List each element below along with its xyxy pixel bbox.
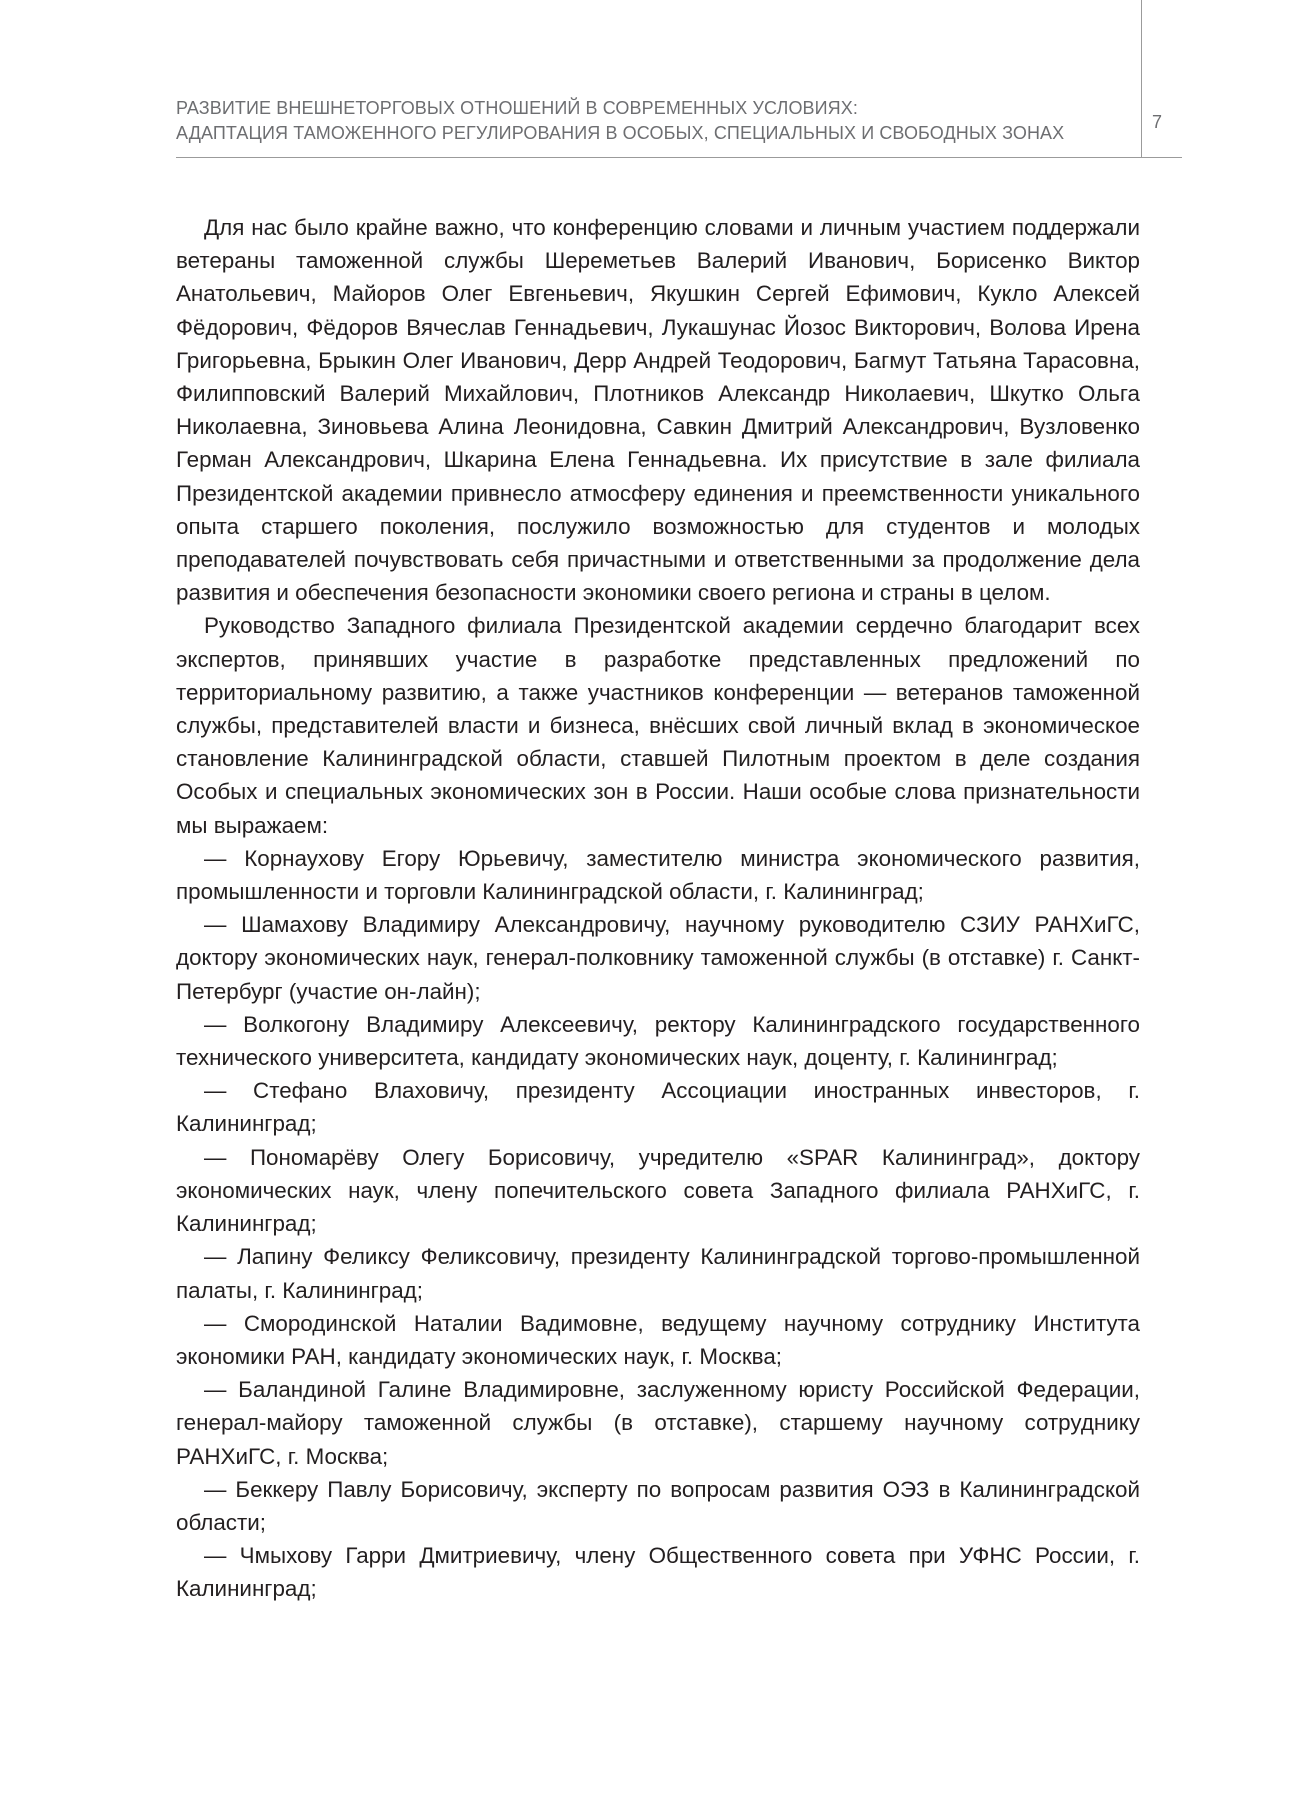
body-text	[176, 211, 1140, 1606]
running-header	[176, 96, 1076, 146]
page-number: 7	[1152, 112, 1163, 132]
ack-item: — Беккеру Павлу Борисовичу, эксперту по вопросам развития ОЭЗ в Калининградской области;	[176, 1476, 1140, 1535]
paragraph-gratitude: Руководство Западного филиала Президентской академии сердечно благодарит всех экспертов, принявших участие в разработке представленных предложений по территориальному развитию, а также участников конференции — ветеранов таможенной службы, представителей власти и бизнеса, внёсших свой личный вклад в экономическое становление Калининградской области, ставшей Пилотным проектом в деле создания Особых и специальных экономических зон в России. Наши особые слова признательности мы выражаем:	[176, 613, 1140, 838]
ack-item: — Пономарёву Олегу Борисовичу, учредителю «SPAR Калининград», доктору экономических наук, члену попечительского совета Западного филиала РАНХиГС, г. Калининград;	[176, 1144, 1140, 1237]
ack-item: — Смородинской Наталии Вадимовне, ведущему научному сотруднику Института экономики РАН, кандидату экономических наук, г. Москва;	[176, 1310, 1140, 1369]
ack-item: — Волкогону Владимиру Алексеевичу, ректору Калининградского государственного технического университета, кандидату экономических наук, доценту, г. Калининград;	[176, 1011, 1140, 1071]
header-rule	[176, 157, 1182, 158]
ack-item: — Стефано Влаховичу, президенту Ассоциации иностранных инвесторов, г. Калининград;	[176, 1078, 1140, 1137]
ack-item: — Баландиной Галине Владимировне, заслуженному юристу Российской Федерации, генерал-майору таможенной службы (в отставке), старшему научному сотруднику РАНХиГС, г. Москва;	[176, 1377, 1140, 1469]
ack-item: — Лапину Феликсу Феликсовичу, президенту Калининградской торгово-промышленной палаты, г. Калининград;	[176, 1244, 1140, 1303]
ack-item: — Шамахову Владимиру Александровичу, научному руководителю СЗИУ РАНХиГС, доктору экономических наук, генерал-полковнику таможенной службы (в отставке) г. Санкт-Петербург (участие он-лайн);	[176, 912, 1140, 1004]
ack-item: — Корнаухову Егору Юрьевичу, заместителю министра экономического развития, промышленности и торговли Калининградской области, г. Калининград;	[176, 845, 1140, 905]
header-line-1: РАЗВИТИЕ ВНЕШНЕТОРГОВЫХ ОТНОШЕНИЙ В СОВРЕМЕННЫХ УСЛОВИЯХ:	[176, 98, 858, 118]
header-line-2: АДАПТАЦИЯ ТАМОЖЕННОГО РЕГУЛИРОВАНИЯ В ОСОБЫХ, СПЕЦИАЛЬНЫХ И СВОБОДНЫХ ЗОНАХ	[176, 123, 1065, 143]
ack-item: — Чмыхову Гарри Дмитриевичу, члену Общественного совета при УФНС России, г. Калининград;	[176, 1543, 1140, 1602]
margin-rule	[1141, 0, 1142, 158]
paragraph-veterans: Для нас было крайне важно, что конференцию словами и личным участием поддержали ветераны таможенной службы Шереметьев Валерий Иванович, Борисенко Виктор Анатольевич, Майоров Олег Евгеньевич, Якушкин Сергей Ефимович, Кукло Алексей Фёдорович, Фёдоров Вячеслав Геннадьевич, Лукашунас Йозос Викторович, Волова Ирена Григорьевна, Брыкин Олег Иванович, Дерр Андрей Теодорович, Багмут Татьяна Тарасовна, Филипповский Валерий Михайлович, Плотников Александр Николаевич, Шкутко Ольга Николаевна, Зиновьева Алина Леонидовна, Савкин Дмитрий Александрович, Вузловенко Герман Александрович, Шкарина Елена Геннадьевна. Их присутствие в зале филиала Президентской академии привнесло атмосферу единения и преемственности уникального опыта старшего поколения, послужило возможностью для студентов и молодых преподавателей почувствовать себя причастными и ответственными за продолжение дела развития и обеспечения безопасности экономики своего региона и страны в целом.	[176, 215, 1140, 606]
